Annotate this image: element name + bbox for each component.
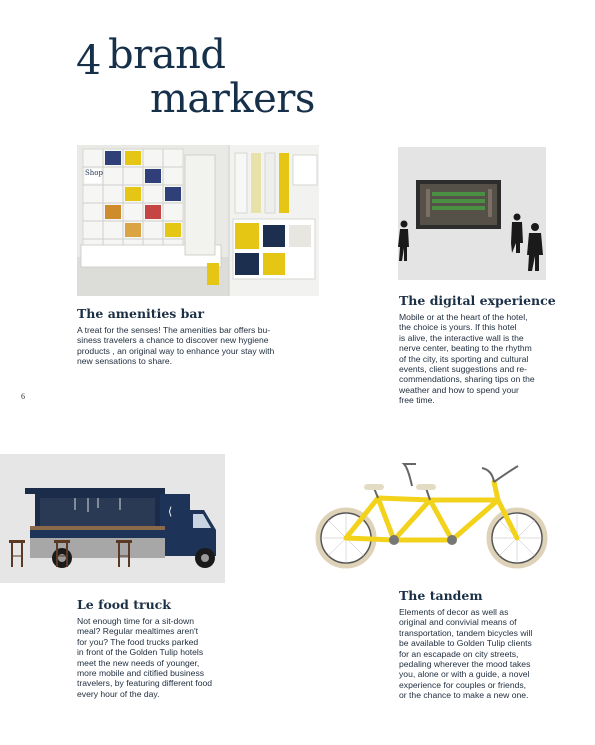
digital-line: events, client suggestions and re-	[399, 364, 528, 375]
food-truck-line: Not enough time for a sit-down	[77, 616, 195, 626]
tandem-heading: The tandem	[399, 588, 483, 603]
digital-line: is alive, the interactive wall is the	[399, 332, 524, 343]
tandem-line: pedaling wherever the mood takes	[399, 659, 531, 670]
page-number: 6	[21, 392, 25, 401]
food-truck-line: meet the new needs of younger,	[77, 657, 200, 668]
food-truck-text	[77, 616, 247, 699]
digital-line: the choice is yours. If this hotel	[399, 322, 517, 333]
food-truck-line: for you? The food trucks parked	[77, 636, 199, 647]
food-truck-line: every hour of the day.	[77, 688, 160, 699]
tandem-line: or the chance to make a new one.	[399, 690, 529, 701]
tandem-text	[399, 607, 569, 701]
food-truck-line: travelers, by featuring different food	[77, 678, 213, 689]
amenities-line: products , an original way to enhance your stay with	[77, 345, 275, 356]
food-truck-line: meal? Regular mealtimes aren't	[77, 626, 199, 637]
tandem-line: Elements of decor as well as	[399, 607, 509, 617]
tandem-line: original and convivial means of	[399, 617, 517, 628]
amenities-bar-image	[77, 145, 319, 296]
digital-heading: The digital experience	[399, 293, 556, 308]
tandem-bicycle-image	[312, 458, 552, 576]
tandem-line: experience for couples or friends,	[399, 679, 527, 690]
food-truck-image	[0, 454, 225, 583]
amenities-line: A treat for the senses! The amenities bar offers bu-	[77, 325, 271, 335]
digital-experience-image	[398, 147, 546, 280]
tandem-line: be available to Golden Tulip clients	[399, 638, 532, 649]
amenities-line: new sensations to share.	[77, 356, 173, 367]
digital-line: Mobile or at the heart of the hotel,	[399, 312, 528, 322]
tandem-line: transportation, tandem bicycles will	[399, 627, 533, 638]
digital-text	[399, 312, 569, 406]
digital-line: of the city, its sporting and cultural	[399, 353, 529, 364]
svg-text:⟨: ⟨	[168, 505, 173, 518]
page-title-line-1: brand	[108, 32, 226, 78]
tandem-line: for an escapade on city streets,	[399, 648, 519, 659]
amenities-line: siness travelers a chance to discover new hygiene	[77, 335, 269, 346]
page-title-line-2: markers	[150, 76, 315, 122]
amenities-heading: The amenities bar	[77, 306, 205, 321]
digital-line: weather and how to spend your	[399, 384, 519, 395]
digital-line: nerve center, beating to the rhythm	[399, 343, 532, 354]
digital-line: free time.	[399, 395, 435, 406]
food-truck-line: more mobile and citified business	[77, 668, 205, 679]
chapter-number: 4	[76, 38, 102, 84]
shop-sign: Shop	[85, 169, 103, 177]
tandem-line: you, alone or with a guide, a novel	[399, 669, 530, 680]
food-truck-heading: Le food truck	[77, 597, 171, 612]
amenities-text	[77, 325, 337, 367]
digital-line: commendations, sharing tips on the	[399, 374, 535, 385]
food-truck-line: in front of the Golden Tulip hotels	[77, 647, 204, 658]
